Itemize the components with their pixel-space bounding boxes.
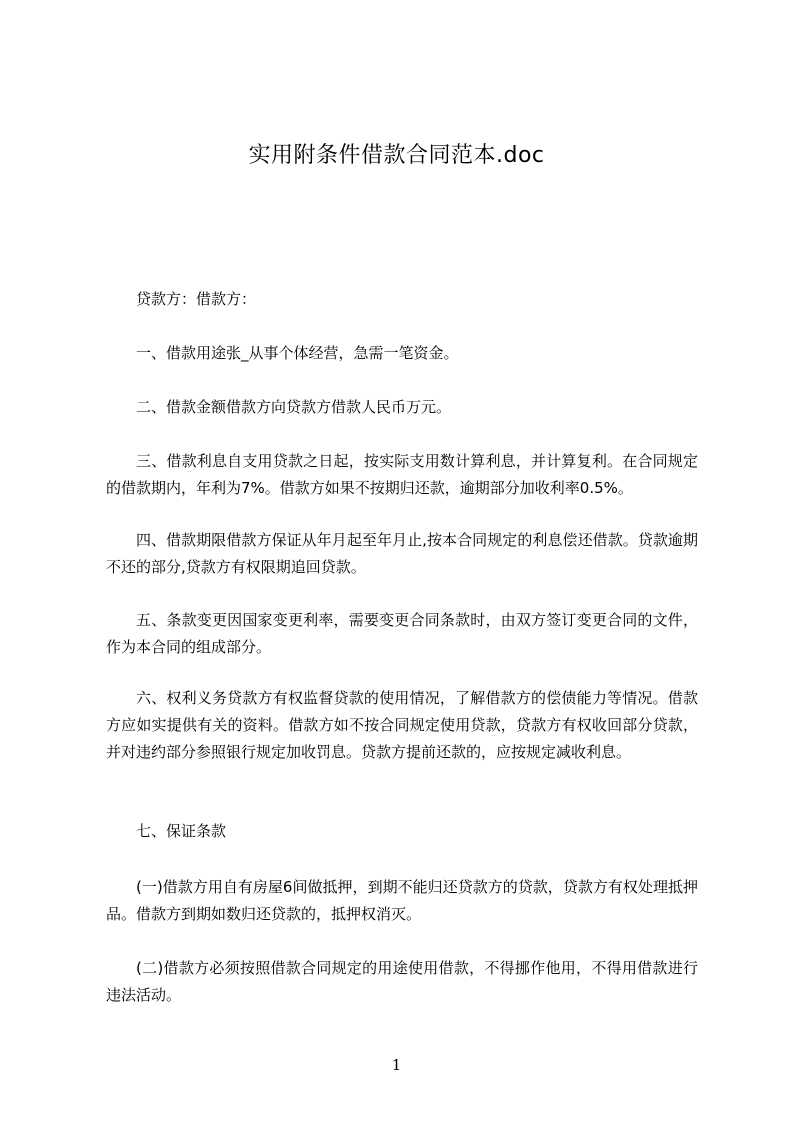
paragraph-parties: 贷款方：借款方： bbox=[136, 290, 257, 308]
paragraph-guarantee-1: (一)借款方用自有房屋6间做抵押，到期不能归还贷款方的贷款，贷款方有权处理抵押品。借款方到期如数归还贷款的，抵押权消灭。 bbox=[106, 878, 698, 923]
paragraph-loan-term: 四、借款期限借款方保证从年月起至年月止,按本合同规定的利息偿还借款。贷款逾期不还的部分,贷款方有权限期追回贷款。 bbox=[106, 531, 698, 576]
paragraph-rights-obligations: 六、权利义务贷款方有权监督贷款的使用情况，了解借款方的偿债能力等情况。借款方应如实提供有关的资料。借款方如不按合同规定使用贷款，贷款方有权收回部分贷款，并对违约部分参照银行规定加收罚息。贷款方提前还款的，应按规定减收利息。 bbox=[106, 689, 698, 761]
paragraph-loan-amount: 二、借款金额借款方向贷款方借款人民币万元。 bbox=[136, 398, 452, 416]
page-number: 1 bbox=[391, 1056, 402, 1074]
paragraph-loan-interest: 三、借款利息自支用贷款之日起，按实际支用数计算利息，并计算复利。在合同规定的借款期内，年利为7%。借款方如果不按期归还款，逾期部分加收利率0.5%。 bbox=[106, 452, 698, 497]
document-title: 实用附条件借款合同范本.doc bbox=[248, 143, 545, 168]
paragraph-guarantee-2: (二)借款方必须按照借款合同规定的用途使用借款，不得挪作他用，不得用借款进行违法活动。 bbox=[106, 959, 698, 1004]
paragraph-guarantee-heading: 七、保证条款 bbox=[136, 822, 227, 840]
paragraph-loan-purpose: 一、借款用途张_从事个体经营，急需一笔资金。 bbox=[136, 344, 459, 362]
paragraph-clause-change: 五、条款变更因国家变更利率，需要变更合同条款时，由双方签订变更合同的文件，作为本合同的组成部分。 bbox=[106, 611, 698, 656]
